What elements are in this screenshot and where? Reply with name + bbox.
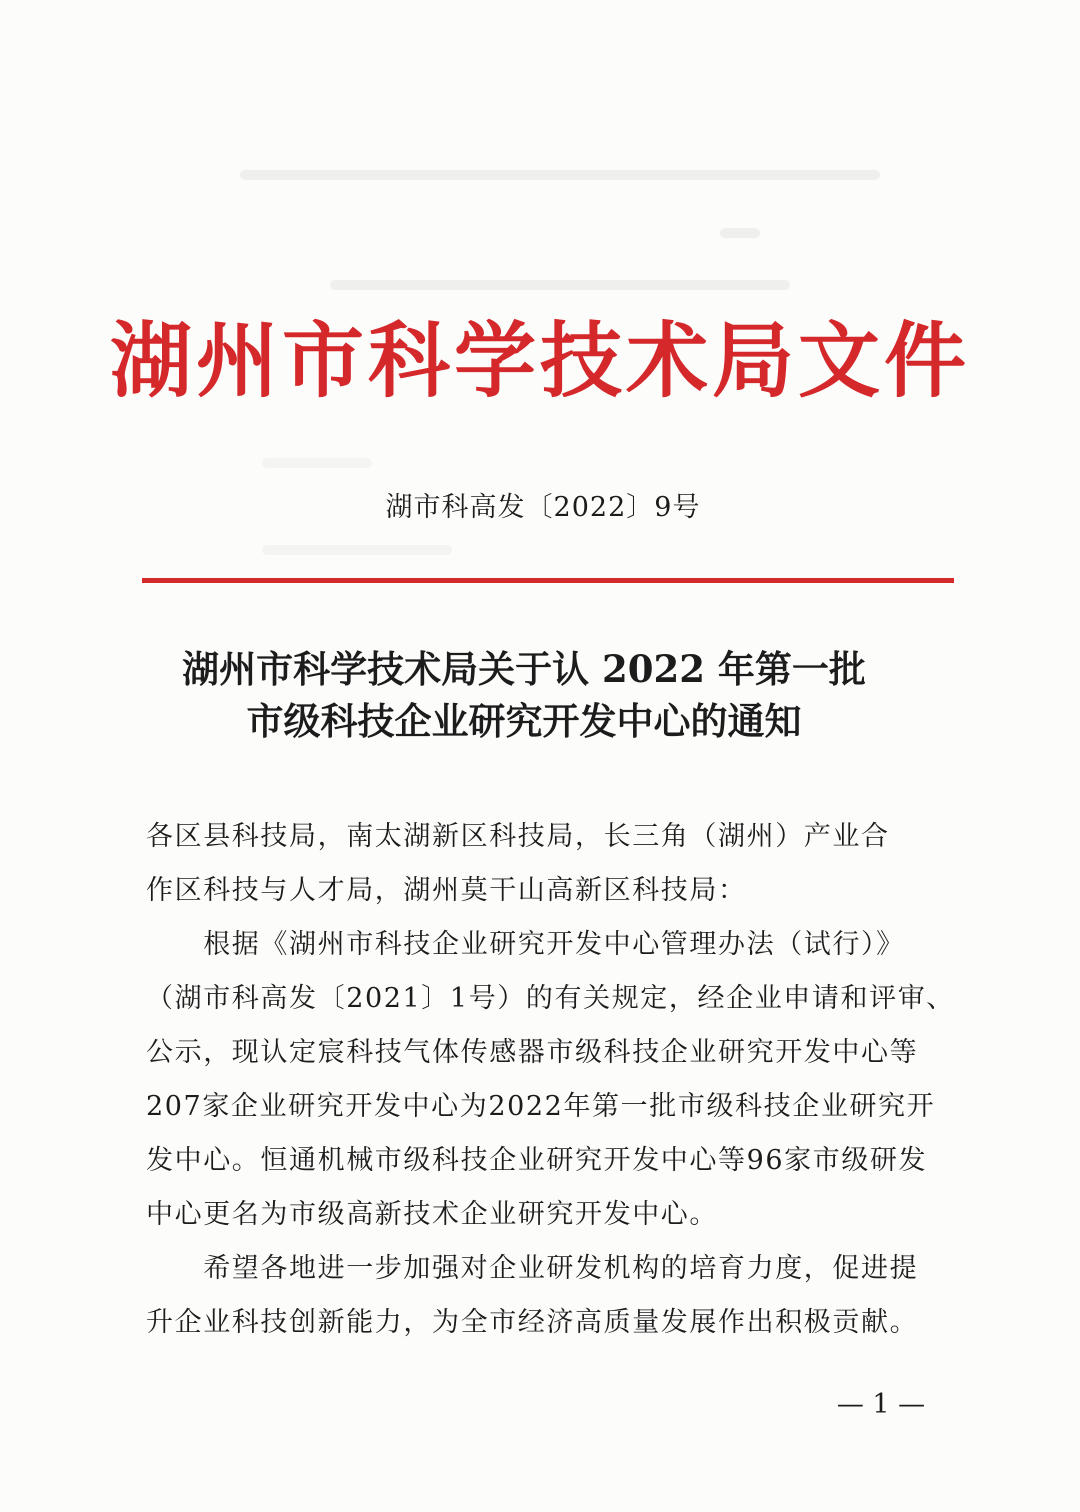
body-text [146, 810, 955, 1350]
body-line: 作区科技与人才局，湖州莫干山高新区科技局： [146, 875, 747, 906]
body-line: 发中心。恒通机械市级科技企业研究开发中心等96家市级研发 [146, 1145, 928, 1176]
body-line: （湖市科高发〔2021〕1号）的有关规定，经企业申请和评审、 [146, 983, 955, 1014]
red-divider-rule [142, 578, 954, 583]
body-line: 根据《湖州市科技企业研究开发中心管理办法（试行）》 [146, 929, 905, 960]
body-line: 中心更名为市级高新技术企业研究开发中心。 [146, 1199, 718, 1230]
show-through-mark [330, 280, 790, 290]
show-through-mark [262, 458, 372, 468]
show-through-mark [262, 545, 452, 555]
page-number: — 1 — [836, 1389, 926, 1420]
document-number: 湖市科高发〔2022〕9号 [385, 492, 701, 523]
notice-title [0, 643, 1048, 747]
body-line: 207家企业研究开发中心为2022年第一批市级科技企业研究开 [146, 1091, 936, 1122]
body-line: 各区县科技局，南太湖新区科技局，长三角（湖州）产业合 [146, 821, 890, 852]
document-header-title: 湖州市科学技术局文件 [109, 314, 970, 409]
notice-title-line: 市级科技企业研究开发中心的通知 [246, 699, 802, 743]
body-line: 公示，现认定宸科技气体传感器市级科技企业研究开发中心等 [146, 1037, 919, 1068]
show-through-mark [720, 228, 760, 238]
show-through-mark [240, 170, 880, 180]
body-line: 希望各地进一步加强对企业研发机构的培育力度，促进提 [146, 1253, 919, 1284]
notice-title-line: 湖州市科学技术局关于认 2022 年第一批 [182, 647, 866, 691]
body-line: 升企业科技创新能力，为全市经济高质量发展作出积极贡献。 [146, 1307, 919, 1338]
